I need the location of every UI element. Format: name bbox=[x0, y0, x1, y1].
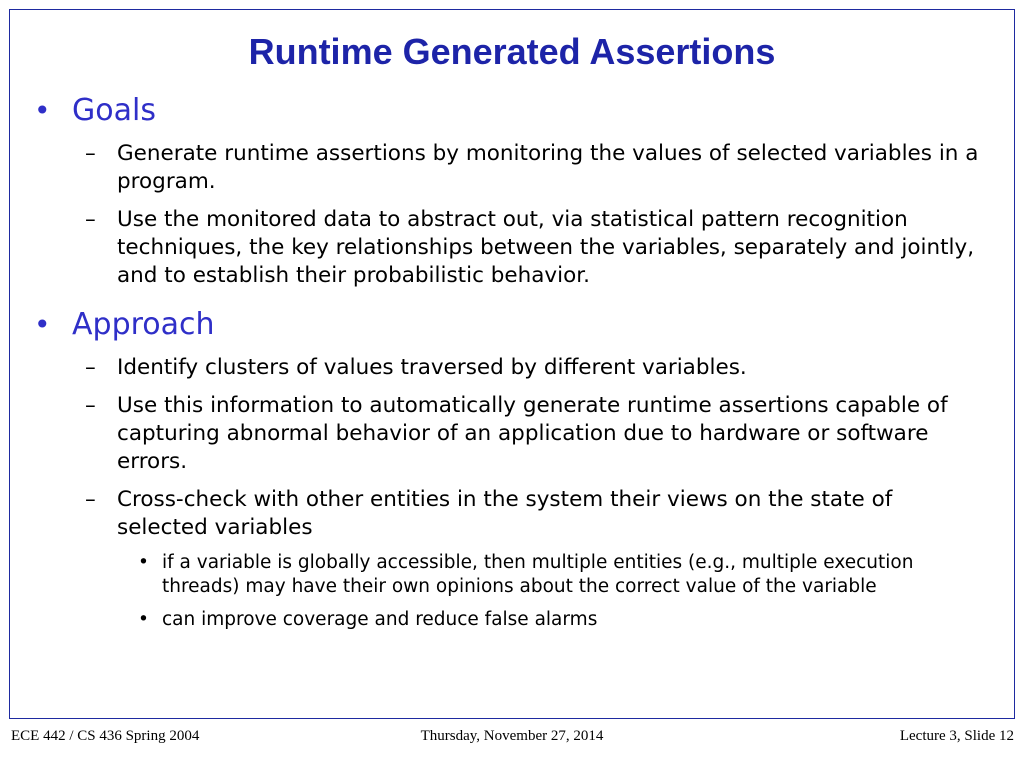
list-item bbox=[30, 392, 987, 476]
list-item-text: Use this information to automatically generate runtime assertions capable of capturing abnormal behavior of an application due to hardware or software errors. bbox=[117, 393, 948, 474]
bullet-icon: • bbox=[34, 94, 51, 127]
dash-icon: – bbox=[85, 141, 96, 166]
section-heading: Approach bbox=[72, 307, 215, 342]
bullet-icon: • bbox=[34, 308, 51, 341]
bullet-icon: • bbox=[138, 609, 149, 630]
list-item bbox=[30, 354, 987, 382]
list-item-text: Cross-check with other entities in the system their views on the state of selected variables bbox=[117, 487, 893, 540]
section-heading: Goals bbox=[72, 93, 156, 128]
sub-list-item-text: if a variable is globally accessible, then multiple entities (e.g., multiple execution threads) may have their own opinions about the correct value of the variable bbox=[162, 552, 914, 597]
dash-icon: – bbox=[85, 487, 96, 512]
section-goals bbox=[30, 92, 990, 130]
sub-list-item bbox=[30, 608, 982, 632]
slide-title: Runtime Generated Assertions bbox=[248, 31, 776, 72]
slide-body bbox=[30, 86, 990, 632]
slide-footer bbox=[0, 728, 1024, 750]
sub-list-item bbox=[30, 551, 982, 599]
list-item-text: Generate runtime assertions by monitoring the values of selected variables in a program. bbox=[117, 141, 979, 194]
dash-icon: – bbox=[85, 393, 96, 418]
section-approach bbox=[30, 306, 990, 344]
bullet-icon: • bbox=[138, 552, 149, 573]
footer-course: ECE 442 / CS 436 Spring 2004 bbox=[11, 728, 200, 744]
list-item bbox=[30, 140, 987, 196]
footer-date: Thursday, November 27, 2014 bbox=[420, 728, 604, 744]
list-item-text: Identify clusters of values traversed by different variables. bbox=[117, 355, 747, 380]
dash-icon: – bbox=[85, 355, 96, 380]
sub-list-item-text: can improve coverage and reduce false alarms bbox=[162, 609, 598, 630]
list-item-text: Use the monitored data to abstract out, via statistical pattern recognition techniques, the key relationships between the variables, separately and jointly, and to establish their probabilistic behavior. bbox=[117, 207, 975, 288]
list-item bbox=[30, 486, 987, 542]
list-item bbox=[30, 206, 987, 290]
dash-icon: – bbox=[85, 207, 96, 232]
footer-slide-number: Lecture 3, Slide 12 bbox=[899, 728, 1014, 744]
